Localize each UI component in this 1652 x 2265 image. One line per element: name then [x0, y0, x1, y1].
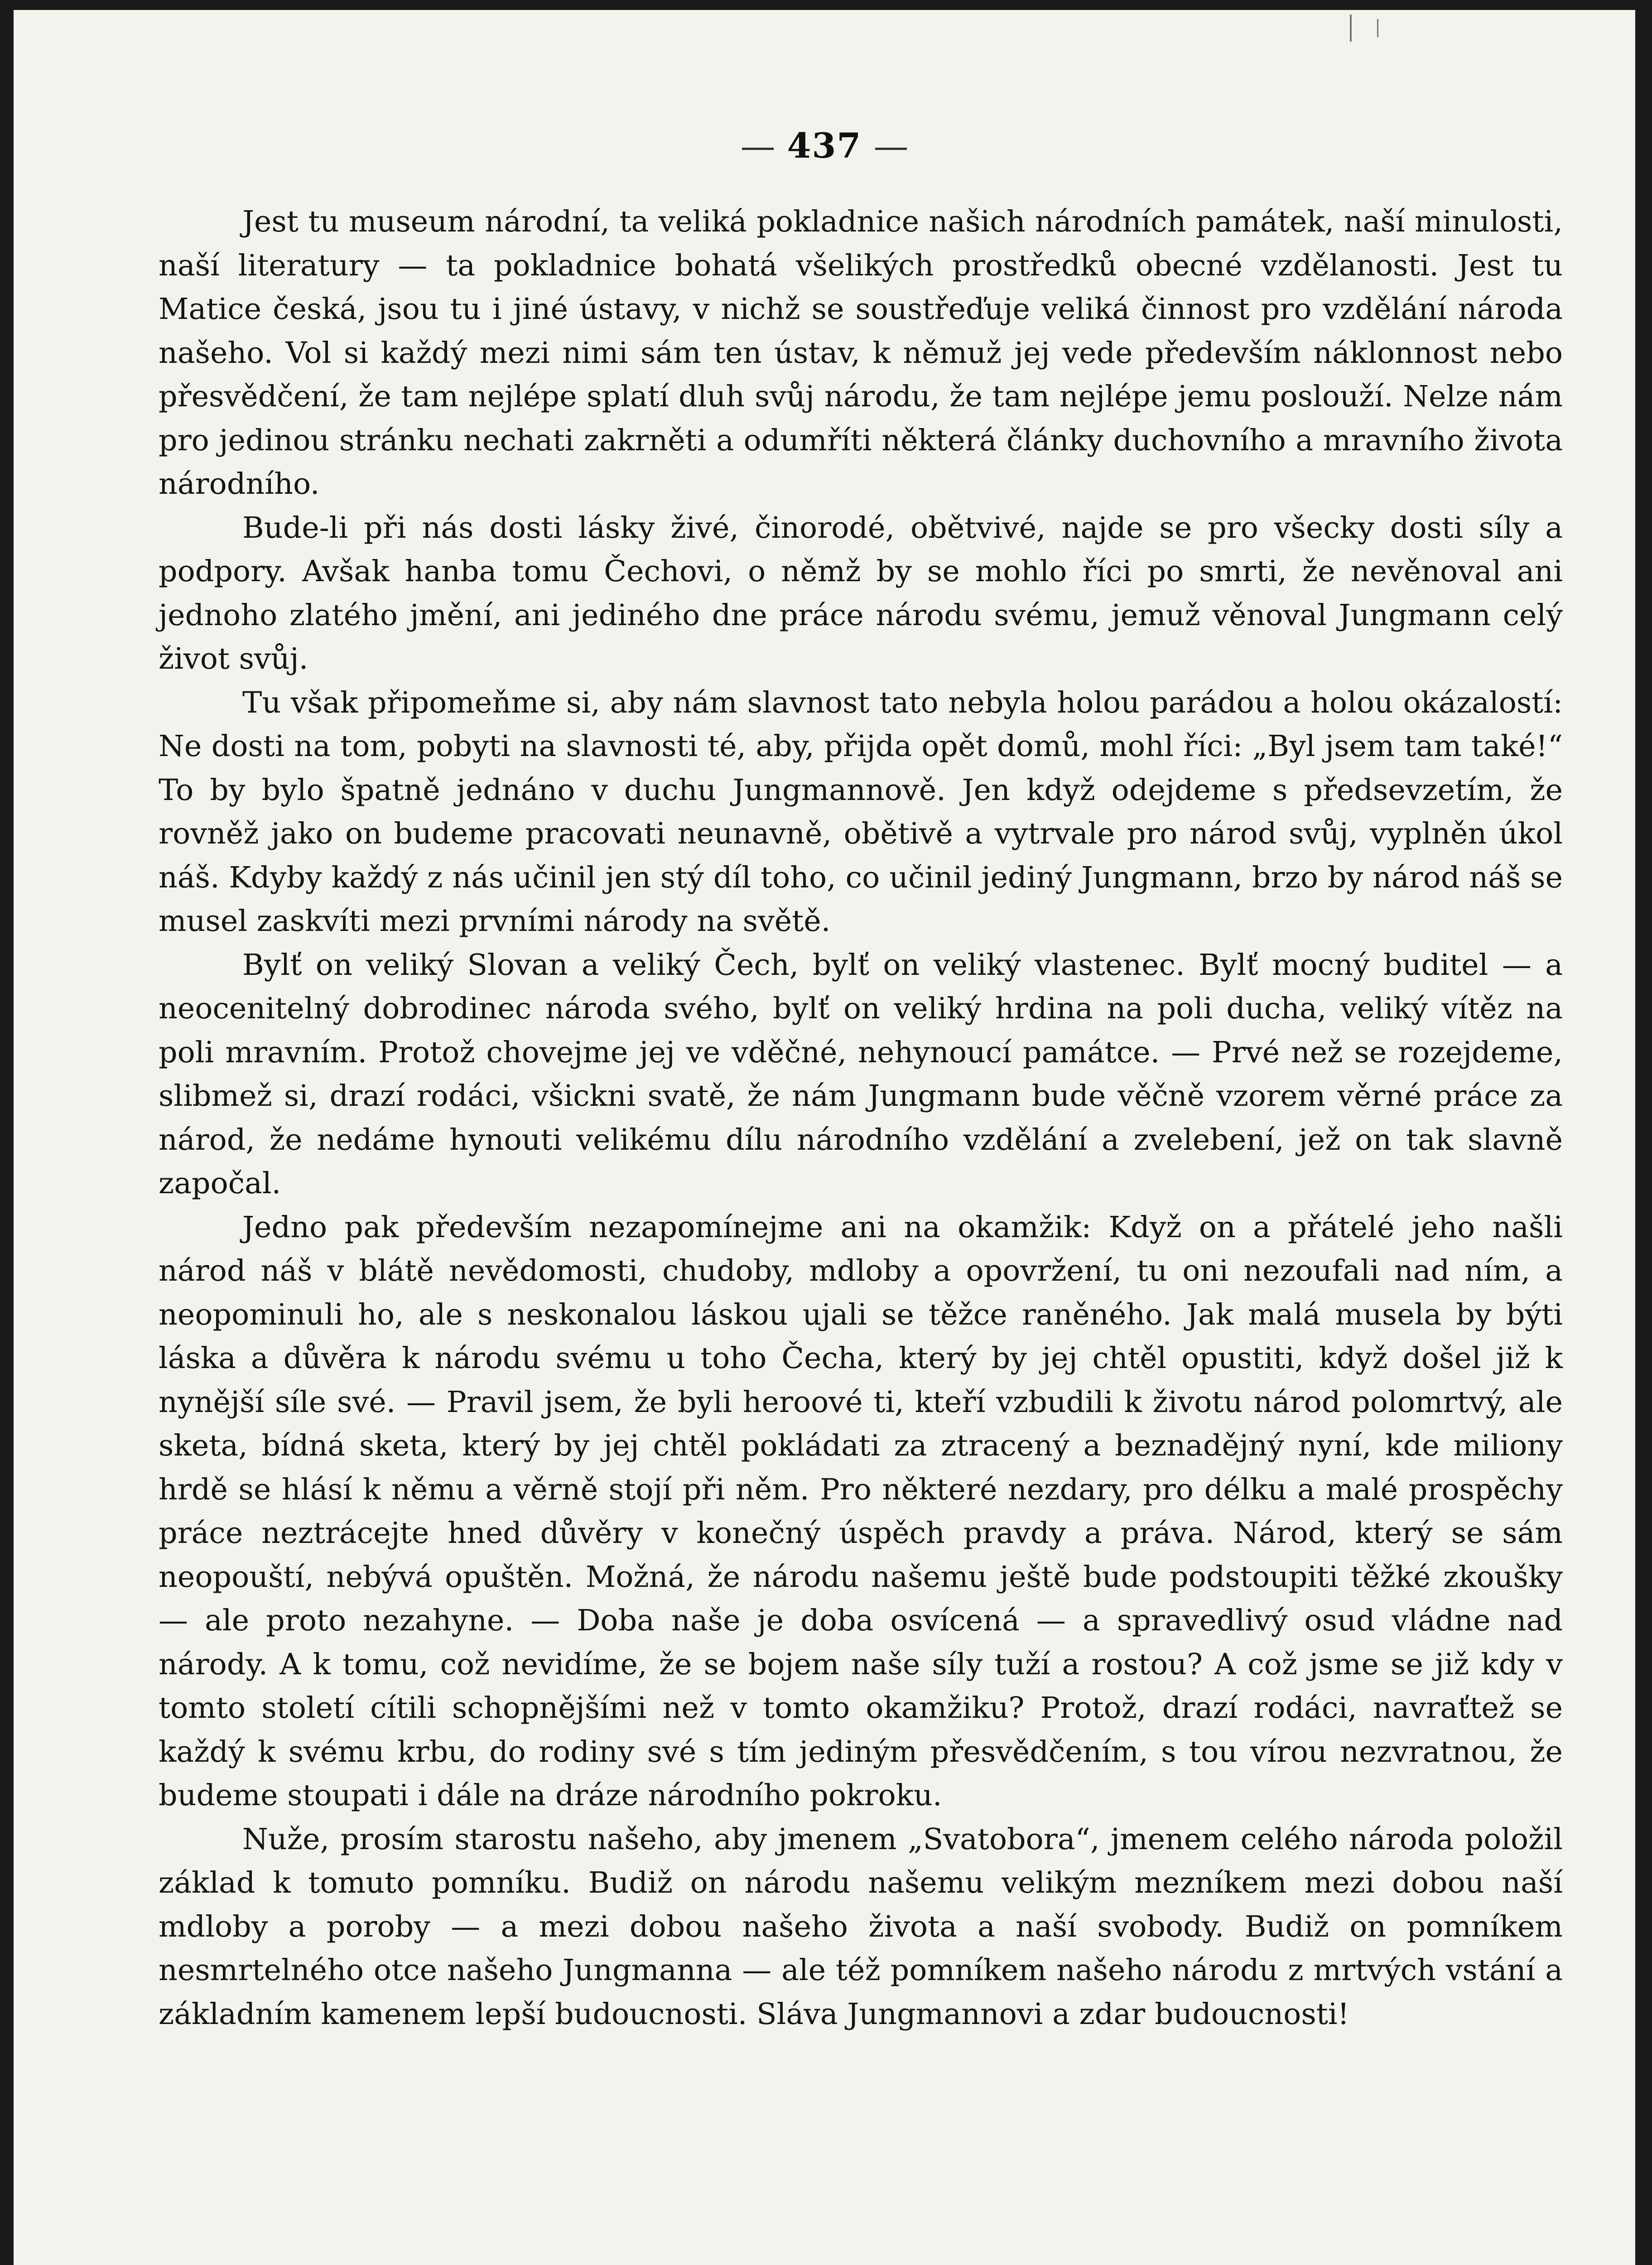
- paragraph: Jedno pak především nezapomínejme ani na okamžik: Když on a přátelé jeho našli národ náš v blátě nevědomosti, chudoby, mdloby a opovržení, tu oni nezoufali nad ním, a neopominuli ho, ale s neskonalou láskou ujali se těžce raněného. Jak malá musela by býti láska a důvěra k národu svému u toho Čecha, který by jej chtěl opustiti, když došel již k nynější síle své. — Pravil jsem, že byli heroové ti, kteří vzbudili k životu národ polomrtvý, ale sketa, bídná sketa, který by jej chtěl pokládati za ztracený a beznadějný nyní, kde miliony hrdě se hlásí k němu a věrně stojí při něm. Pro některé nezdary, pro délku a malé prospěchy práce neztrácejte hned důvěry v konečný úspěch pravdy a práva. Národ, který se sám neopouští, nebývá opuštěn. Možná, že národu našemu ještě bude podstoupiti těžké zkoušky — ale proto nezahyne. — Doba naše je doba osvícená — a spravedlivý osud vládne nad národy. A k tomu, což nevidíme, že se bojem naše síly tuží a rostou? A což jsme se již kdy v tomto století cítili schopnějšími než v tomto okamžiku? Protož, drazí rodáci, navraťtež se každý k svému krbu, do rodiny své s tím jediným přesvědčením, s tou vírou nezvratnou, že budeme stoupati i dále na dráze národního pokroku.: [159, 1210, 1563, 1812]
- right-dash: [875, 148, 907, 150]
- page-number: 437: [787, 125, 862, 166]
- paragraph: Tu však připomeňme si, aby nám slavnost tato nebyla holou parádou a holou okázalostí: Ne dosti na tom, pobyti na slavnosti té, aby, přijda opět domů, mohl říci: „Byl jsem tam také!“ To by bylo špatně jednáno v duchu Jungmannově. Jen když odejdeme s předsevzetím, že rovněž jako on budeme pracovati neunavně, obětivě a vytrvale pro národ svůj, vyplněn úkol náš. Kdyby každý z nás učinil jen stý díl toho, co učinil jediný Jungmann, brzo by národ náš se musel zaskvíti mezi prvními národy na světě.: [159, 685, 1563, 938]
- article-text: [159, 200, 1563, 2036]
- paragraph: Jest tu museum národní, ta veliká pokladnice našich národních památek, naší minulosti, naší literatury — ta pokladnice bohatá všelikých prostředků obecné vzdělanosti. Jest tu Matice česká, jsou tu i jiné ústavy, v nichž se soustřeďuje veliká činnost pro vzdělání národa našeho. Vol si každý mezi nimi sám ten ústav, k němuž jej vede především náklonnost nebo přesvědčení, že tam nejlépe splatí dluh svůj národu, že tam nejlépe jemu poslouží. Nelze nám pro jedinou stránku nechati zakrněti a odumříti některá články duchovního a mravního života národního.: [159, 205, 1563, 501]
- paragraph: Nuže, prosím starostu našeho, aby jmenem „Svatobora“, jmenem celého národa položil základ k tomuto pomníku. Budiž on národu našemu velikým mezníkem mezi dobou naší mdloby a poroby — a mezi dobou našeho života a naší svobody. Budiž on pomníkem nesmrtelného otce našeho Jungmanna — ale též pomníkem našeho národu z mrtvých vstání a základním kamenem lepší budoucnosti. Sláva Jungmannovi a zdar budoucnosti!: [159, 1822, 1563, 2031]
- left-dash: [742, 148, 774, 150]
- page-number-header: [14, 125, 1635, 166]
- paragraph: Bylť on veliký Slovan a veliký Čech, bylť on veliký vlastenec. Bylť mocný buditel — a neocenitelný dobrodinec národa svého, bylť on veliký hrdina na poli ducha, veliký vítěz na poli mravním. Protož chovejme jej ve vděčné, nehynoucí památce. — Prvé než se rozejdeme, slibmež si, drazí rodáci, všickni svatě, že nám Jungmann bude věčně vzorem věrné práce za národ, že nedáme hynouti velikému dílu národního vzdělání a zvelebení, jež on tak slavně započal.: [159, 948, 1563, 1200]
- scan-artifact: [1377, 19, 1378, 37]
- scan-artifact: [1350, 14, 1352, 42]
- book-page: [14, 10, 1635, 2265]
- paragraph: Bude-li při nás dosti lásky živé, činorodé, obětvivé, najde se pro všecky dosti síly a podpory. Avšak hanba tomu Čechovi, o němž by se mohlo říci po smrti, že nevěnoval ani jednoho zlatého jmění, ani jediného dne práce národu svému, jemuž věnoval Jungmann celý život svůj.: [159, 511, 1563, 676]
